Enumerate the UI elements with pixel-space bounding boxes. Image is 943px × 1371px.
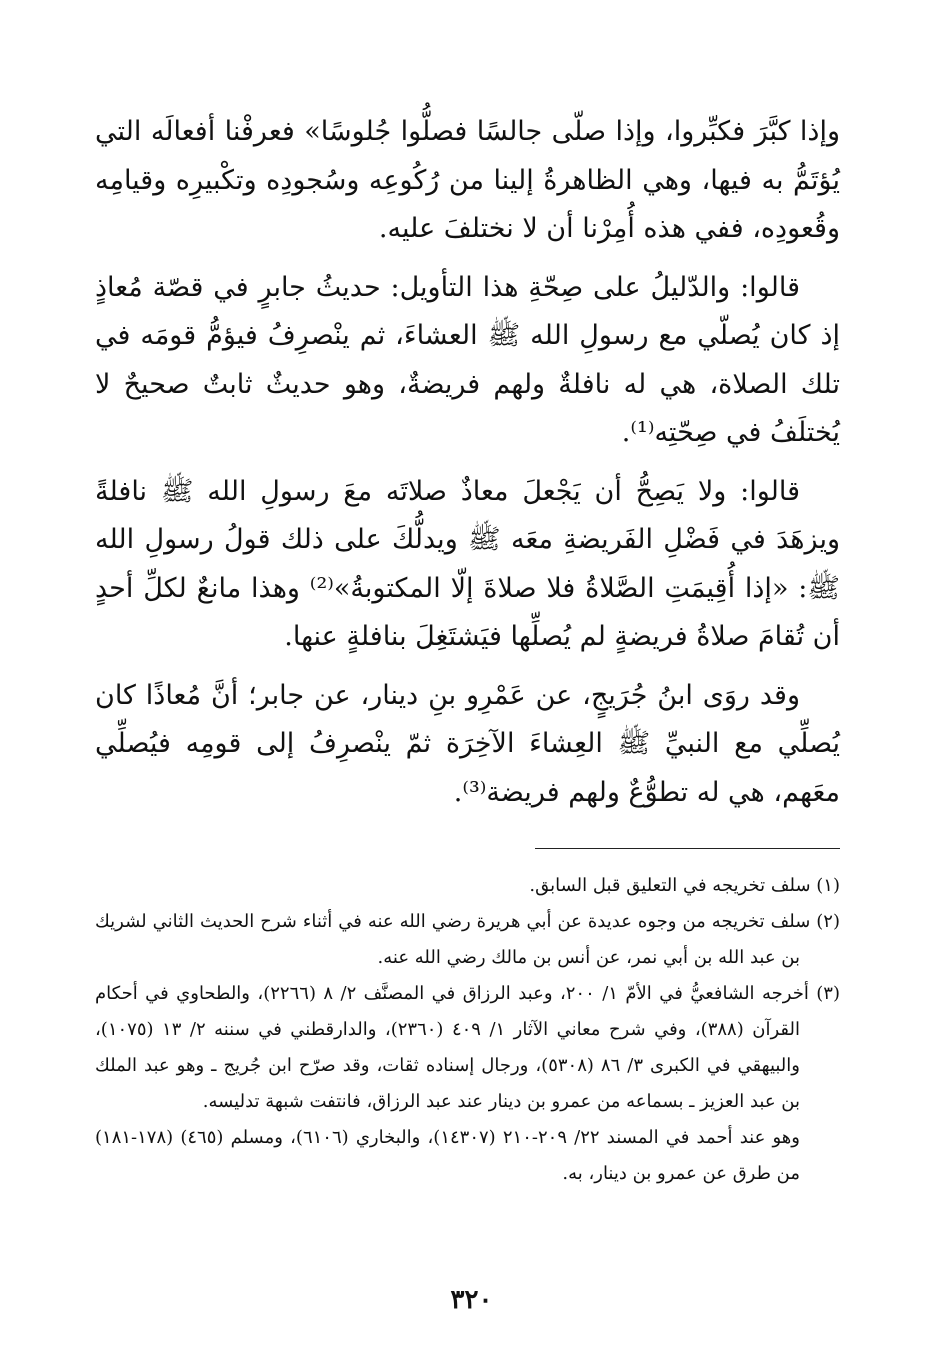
footnote-2: (٢) سلف تخريجه من وجوه عديدة عن أبي هريرة رضي الله عنه في أثناء شرح الحديث الثاني لشريك بن عبد الله بن أبي نمر، عن أنس بن مالك رضي الله عنه.: [95, 911, 840, 968]
footnote-divider: [535, 848, 840, 849]
footnotes: [95, 868, 840, 1192]
footnote-1: (١) سلف تخريجه في التعليق قبل السابق.: [529, 875, 840, 896]
footnote-3-continuation: وهو عند أحمد في المسند ٢٢/ ٢٠٩-٢١٠ (١٤٣٠٧)، والبخاري (٦١٠٦)، ومسلم (٤٦٥) (١٧٨-١٨١) من طرق عن عمرو بن دينار، به.: [95, 1127, 800, 1184]
paragraph-2: قالوا: والدّليلُ على صِحّةِ هذا التأويل: حديثُ جابرٍ في قصّة مُعاذٍ إذ كان يُصلّي مع رسولِ الله ﷺ العشاءَ، ثم ينْصرِفُ فيؤمُّ قومَه في تلك الصلاة، هي له نافلةٌ ولهم فريضةٌ، وهو حديثٌ ثابتٌ صحيحٌ لا يُختلَفُ في صِحّتِه⁽¹⁾.: [95, 271, 840, 448]
paragraph-3: قالوا: ولا يَصِحُّ أن يَجْعلَ معاذٌ صلاتَه معَ رسولِ الله ﷺ نافلةً ويزهَدَ في فَضْلِ الفَريضةِ معَه ﷺ ويدلُّكَ على ذلك قولُ رسولِ الله ﷺ: «إذا أُقِيمَتِ الصَّلاةُ فلا صلاةَ إلّا المكتوبةُ»⁽²⁾ وهذا مانعٌ لكلِّ أحدٍ أن تُقامَ صلاةُ فريضةٍ لم يُصلِّها فيَشتَغِلَ بنافلةٍ عنها.: [95, 475, 841, 652]
page-number: ٣٢٠: [450, 1285, 493, 1315]
paragraph-4: وقد روَى ابنُ جُرَيجٍ، عن عَمْرِو بنِ دينار، عن جابر؛ أنَّ مُعاذًا كان يُصلِّي مع النبيِّ ﷺ العِشاءَ الآخِرَة ثمّ ينْصرِفُ إلى قومِه فيُصلِّي معَهم، هي له تطوُّعٌ ولهم فريضة⁽³⁾.: [95, 679, 840, 808]
paragraph-1: وإذا كبَّرَ فكبِّروا، وإذا صلّى جالسًا فصلُّوا جُلوسًا» فعرفْنا أفعالَه التي يُؤتَمُّ به فيها، وهي الظاهرةُ إلينا من رُكُوعِه وسُجودِه وتكْبيرِه وقيامِه وقُعودِه، ففي هذه أُمِرْنا أن لا نختلفَ عليه.: [95, 116, 840, 244]
footnote-3: (٣) أخرجه الشافعيُّ في الأمّ ١/ ٢٠٠، وعبد الرزاق في المصنَّف ٢/ ٨ (٢٢٦٦)، والطحاوي في أحكام القرآن (٣٨٨)، وفي شرح معاني الآثار ١/ ٤٠٩ (٢٣٦٠)، والدارقطني في سننه ٢/ ١٣ (١٠٧٥)، والبيهقي في الكبرى ٣/ ٨٦ (٥٣٠٨)، ورجال إسناده ثقات، وقد صرّح ابن جُريج ـ وهو عبد الملك بن عبد العزيز ـ بسماعه من عمرو بن دينار عند عبد الرزاق، فانتفت شبهة تدليسه.: [95, 983, 840, 1112]
main-text: [95, 108, 840, 827]
